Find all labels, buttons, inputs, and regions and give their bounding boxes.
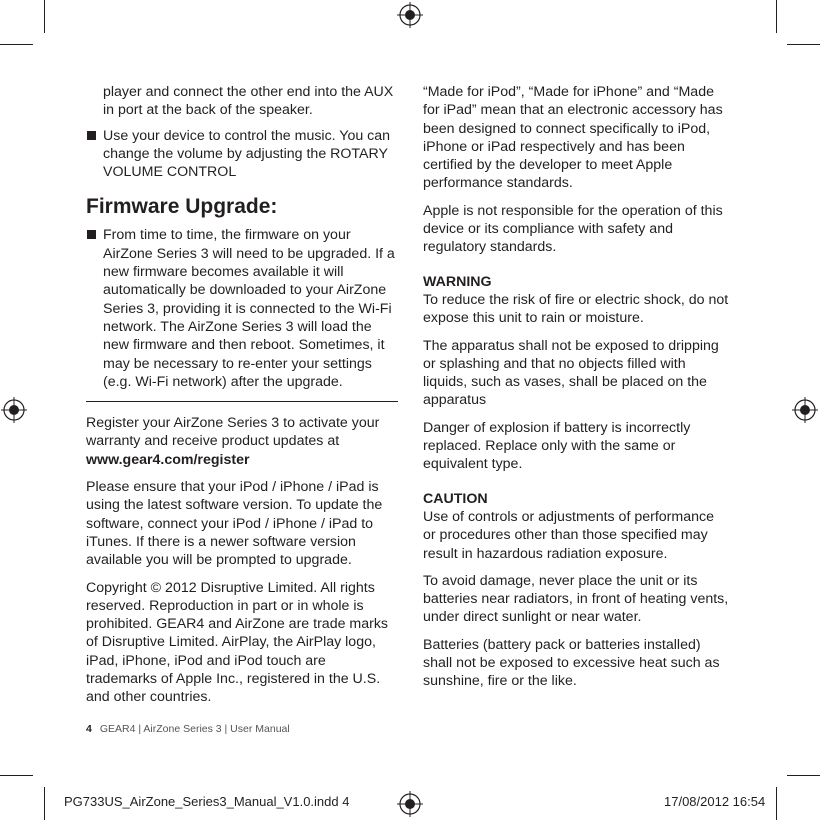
continued-bullet-text: player and connect the other end into the AUX in port at the back of the speaker.	[103, 84, 394, 119]
made-for-paragraph: “Made for iPod”, “Made for iPhone” and “Made for iPad” mean that an electronic accessory has been designed to connect specifically to iPod, iPhone or iPad respectively and has been certified by the developer to meet Apple performance standards.	[423, 84, 723, 192]
crop-mark	[0, 44, 33, 45]
bullet-text: From time to time, the firmware on your AirZone Series 3 will need to be upgraded. If a new firmware becomes available it will automatically be downloaded to your AirZone Series 3, providing it is connected to the Wi-Fi network. The AirZone Series 3 will load the new firmware and then reboot. Sometimes, it may be necessary to re-enter your settings (e.g. Wi-Fi network) after the upgrade.	[103, 227, 395, 390]
registration-mark-icon	[397, 791, 423, 817]
register-text: Register your AirZone Series 3 to activate your warranty and receive product updates at	[86, 415, 380, 450]
section-heading: Firmware Upgrade:	[86, 195, 278, 219]
crop-mark	[44, 0, 45, 33]
right-column	[423, 83, 729, 700]
crop-mark	[776, 0, 777, 33]
register-link[interactable]: www.gear4.com/register	[86, 451, 250, 468]
warning-heading: WARNING	[423, 273, 492, 290]
square-bullet-icon	[87, 230, 96, 239]
page-number: 4	[86, 723, 92, 735]
explosion-paragraph: Danger of explosion if battery is incorrectly replaced. Replace only with the same or equivalent type.	[423, 419, 691, 473]
register-paragraph	[86, 414, 398, 469]
registration-mark-icon	[792, 397, 818, 423]
crop-mark	[787, 775, 820, 776]
running-title: GEAR4 | AirZone Series 3 | User Manual	[99, 723, 290, 735]
slug-file-name: PG733US_AirZone_Series3_Manual_V1.0.indd 4	[64, 794, 350, 809]
dripping-paragraph: The apparatus shall not be exposed to dripping or splashing and that no objects filled with liquids, such as vases, shall be placed on the apparatus	[423, 337, 719, 409]
slug-date-time: 17/08/2012 16:54	[664, 794, 766, 809]
page-footer	[86, 723, 290, 735]
caution-heading: CAUTION	[423, 490, 488, 507]
damage-paragraph: To avoid damage, never place the unit or its batteries near radiators, in front of heating vents, under direct sunlight or near water.	[423, 572, 729, 626]
bullet-item	[86, 226, 398, 391]
caution-paragraph: Use of controls or adjustments of performance or procedures other than those specified may result in hazardous radiation exposure.	[423, 508, 714, 562]
crop-mark	[787, 44, 820, 45]
registration-mark-icon	[1, 397, 27, 423]
left-column	[86, 83, 398, 716]
batteries-paragraph: Batteries (battery pack or batteries installed) shall not be exposed to excessive heat such as sunshine, fire or the like.	[423, 636, 720, 690]
copyright-paragraph: Copyright © 2012 Disruptive Limited. All rights reserved. Reproduction in part or in whole is prohibited. GEAR4 and AirZone are trade marks of Disruptive Limited. AirPlay, the AirPlay logo, iPad, iPhone, iPod and iPod touch are trademarks of Apple Inc., registered in the U.S. and other countries.	[86, 579, 389, 706]
crop-mark	[0, 775, 33, 776]
crop-mark	[776, 787, 777, 820]
warning-paragraph: To reduce the risk of fire or electric shock, do not expose this unit to rain or moisture.	[423, 291, 729, 327]
bullet-text: Use your device to control the music. You can change the volume by adjusting the ROTARY VOLUME CONTROL	[103, 127, 391, 181]
bullet-item	[86, 127, 398, 182]
crop-mark	[44, 787, 45, 820]
registration-mark-icon	[397, 2, 423, 28]
ensure-paragraph: Please ensure that your iPod / iPhone / iPad is using the latest software version. To update the software, connect your iPod / iPhone / iPad to iTunes. If there is a newer software version available you will be prompted to upgrade.	[86, 479, 383, 569]
divider	[86, 401, 398, 402]
apple-paragraph: Apple is not responsible for the operation of this device or its compliance with safety and regulatory standards.	[423, 202, 723, 256]
square-bullet-icon	[87, 131, 96, 140]
